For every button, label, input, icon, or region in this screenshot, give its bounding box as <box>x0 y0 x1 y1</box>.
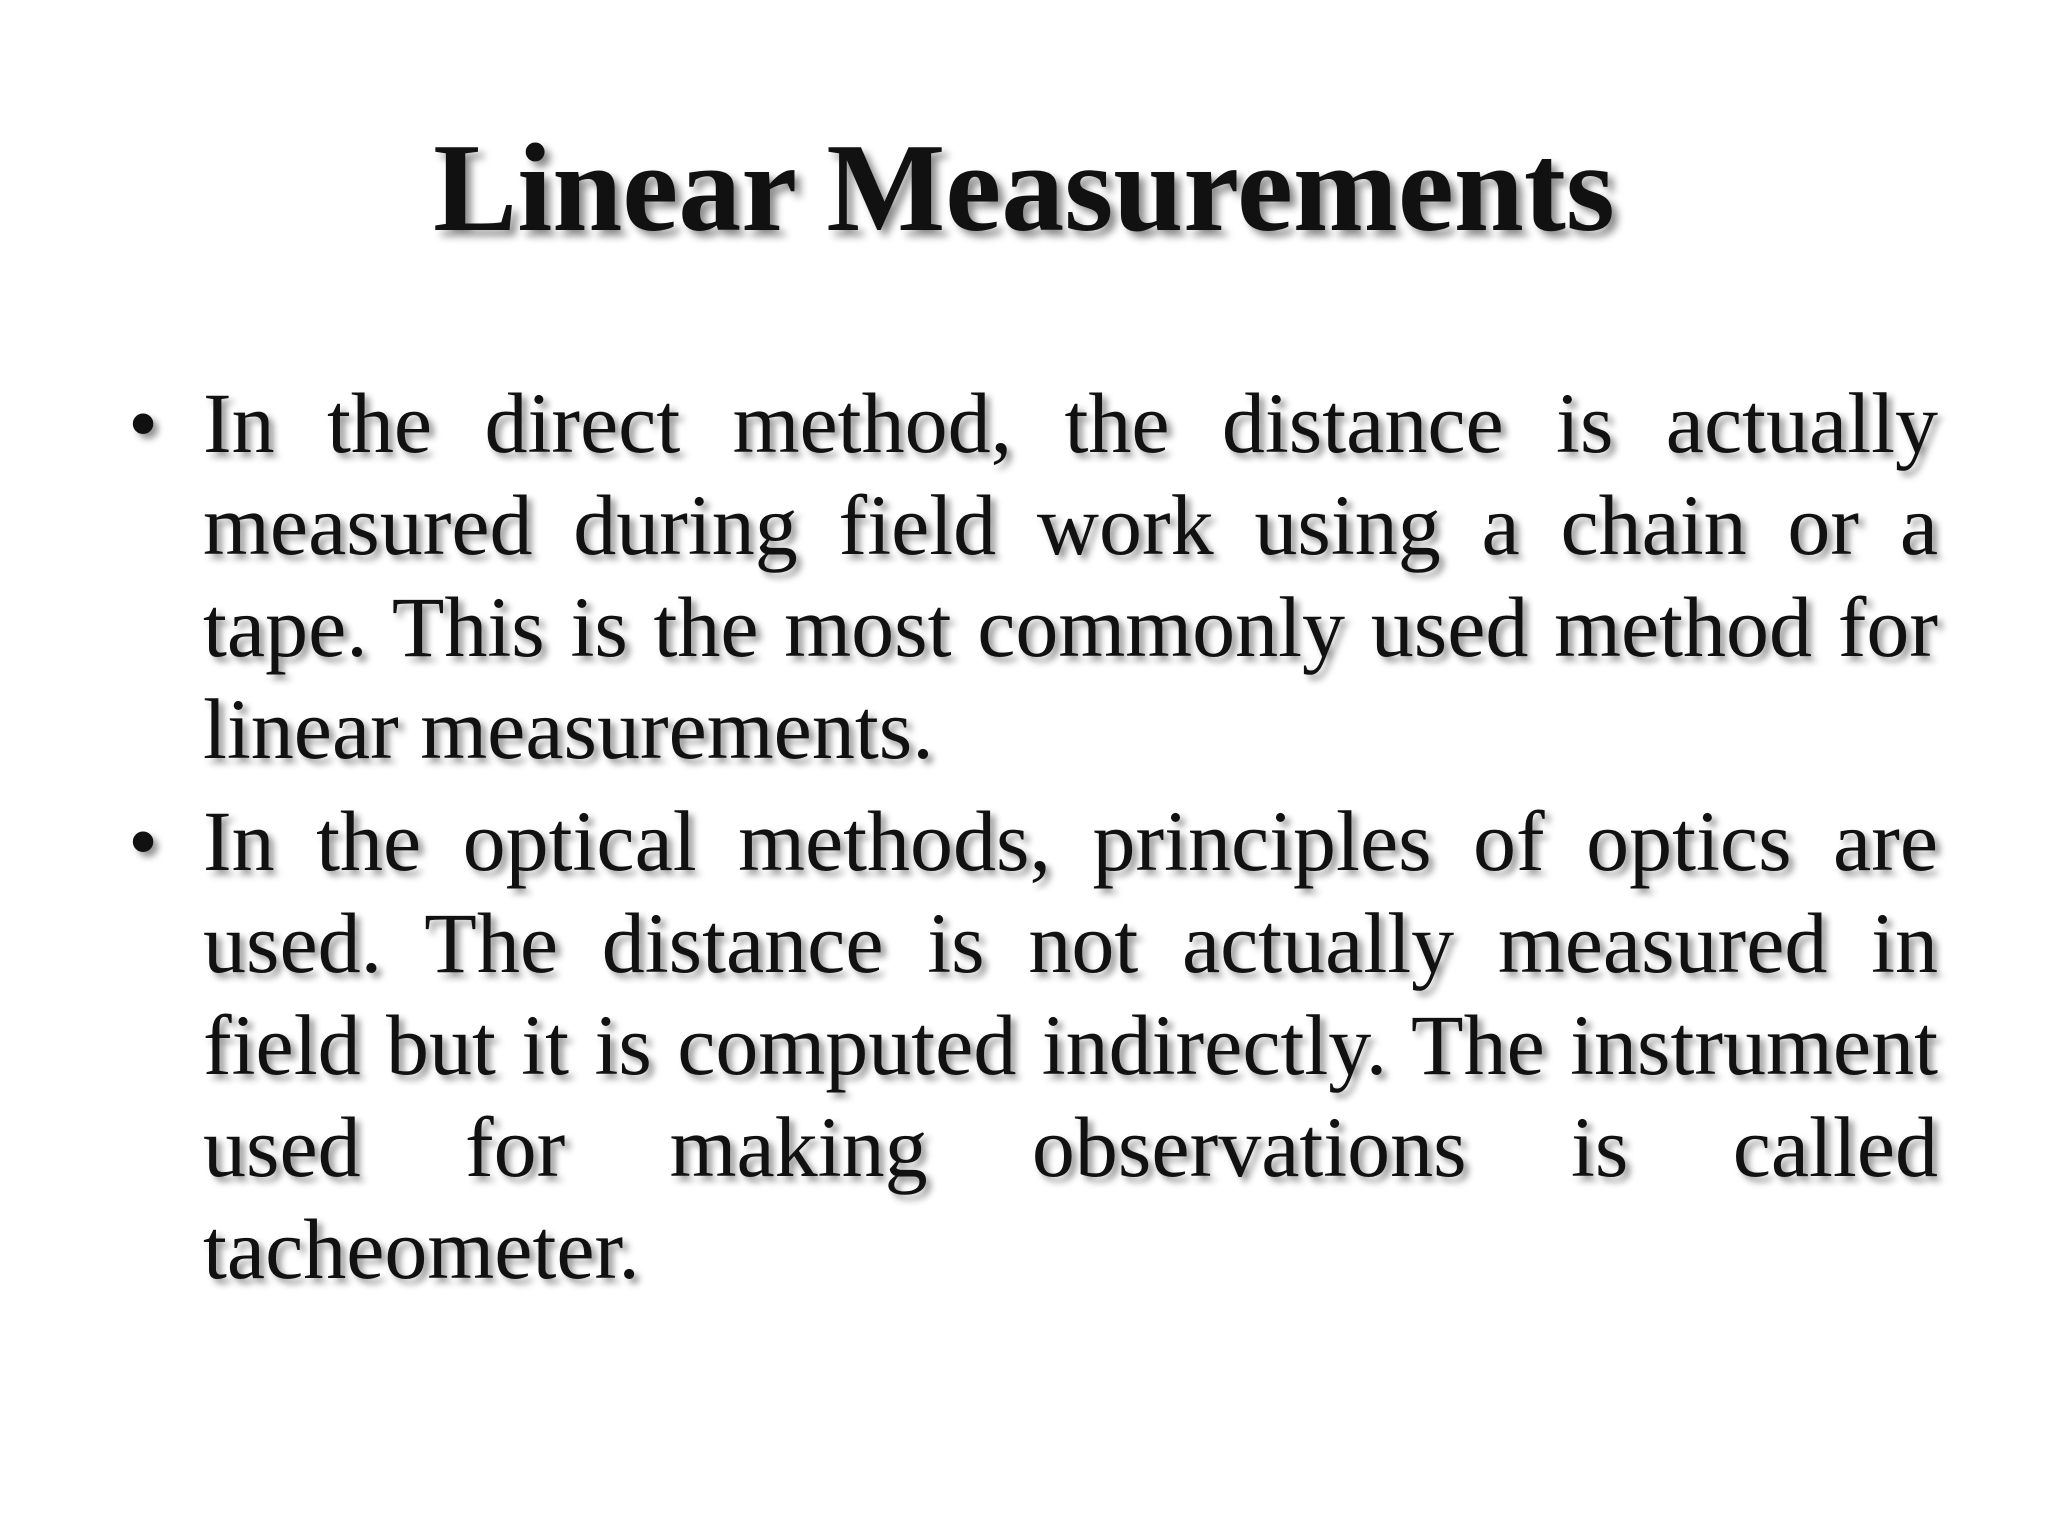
bullet-text: In the direct method, the distance is actually measured during field work using a chain or a tape. This is the most commonly used method for linear measurements. <box>203 375 1938 777</box>
bullet-item-direct-method <box>118 372 1938 780</box>
bullet-list <box>118 372 1938 1310</box>
slide-title: Linear Measurements <box>433 119 1615 258</box>
bullet-marker: • <box>128 375 159 471</box>
bullet-marker: • <box>128 793 159 889</box>
bullet-text: In the optical methods, principles of optics are used. The distance is not actually measured in field but it is computed indirectly. The instrument used for making observations is called tacheometer. <box>203 793 1938 1297</box>
bullet-item-optical-methods <box>118 790 1938 1300</box>
